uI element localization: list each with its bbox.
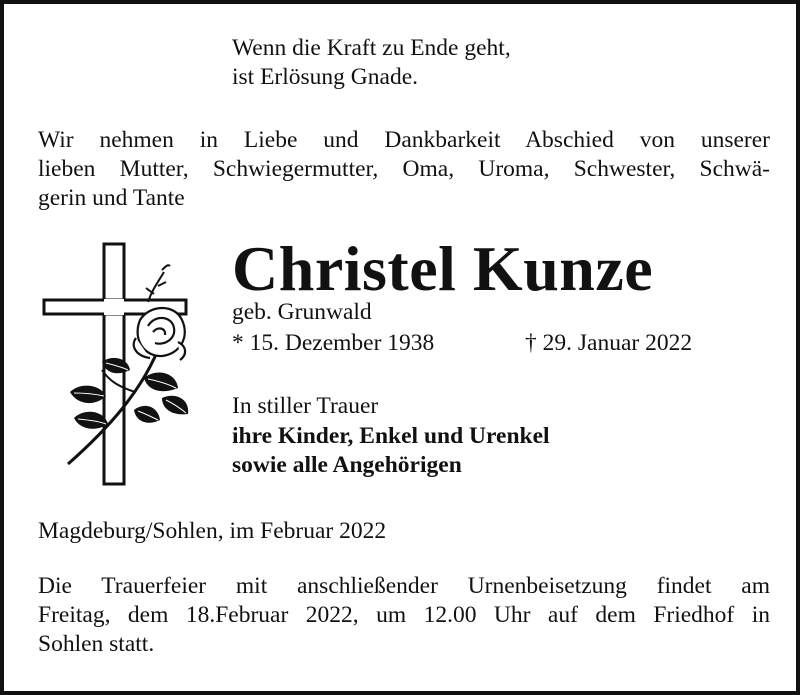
maiden-name: geb. Grunwald (232, 299, 372, 325)
service-line-1: Die Trauerfeier mit anschließender Urnenbeisetzung findet am (38, 573, 770, 599)
intro-line-3: gerin und Tante (38, 185, 185, 211)
deceased-name: Christel Kunze (232, 233, 654, 304)
cross-with-rose-icon (40, 242, 200, 492)
mourners-line-1: ihre Kinder, Enkel und Urenkel (232, 423, 550, 449)
intro-text (38, 126, 770, 213)
mourning-line: In stiller Trauer (232, 393, 379, 419)
motto-verse (232, 34, 511, 92)
service-line-3: Sohlen statt. (38, 631, 155, 657)
motto-line-2: ist Erlösung Gnade. (232, 64, 419, 90)
service-line-2: Freitag, dem 18.Februar 2022, um 12.00 Uhr auf dem Friedhof in (38, 602, 770, 628)
motto-line-1: Wenn die Kraft zu Ende geht, (232, 35, 511, 61)
death-date: † 29. Januar 2022 (525, 330, 693, 356)
place-and-date: Magdeburg/Sohlen, im Februar 2022 (38, 518, 387, 544)
intro-line-1: Wir nehmen in Liebe und Dankbarkeit Abschied von unserer (38, 127, 770, 153)
birth-date: * 15. Dezember 1938 (232, 330, 435, 356)
mourners-list (232, 422, 550, 480)
mourners-line-2: sowie alle Angehörigen (232, 452, 462, 478)
intro-line-2: lieben Mutter, Schwiegermutter, Oma, Uroma, Schwester, Schwä- (38, 156, 770, 182)
funeral-service-info (38, 572, 770, 659)
